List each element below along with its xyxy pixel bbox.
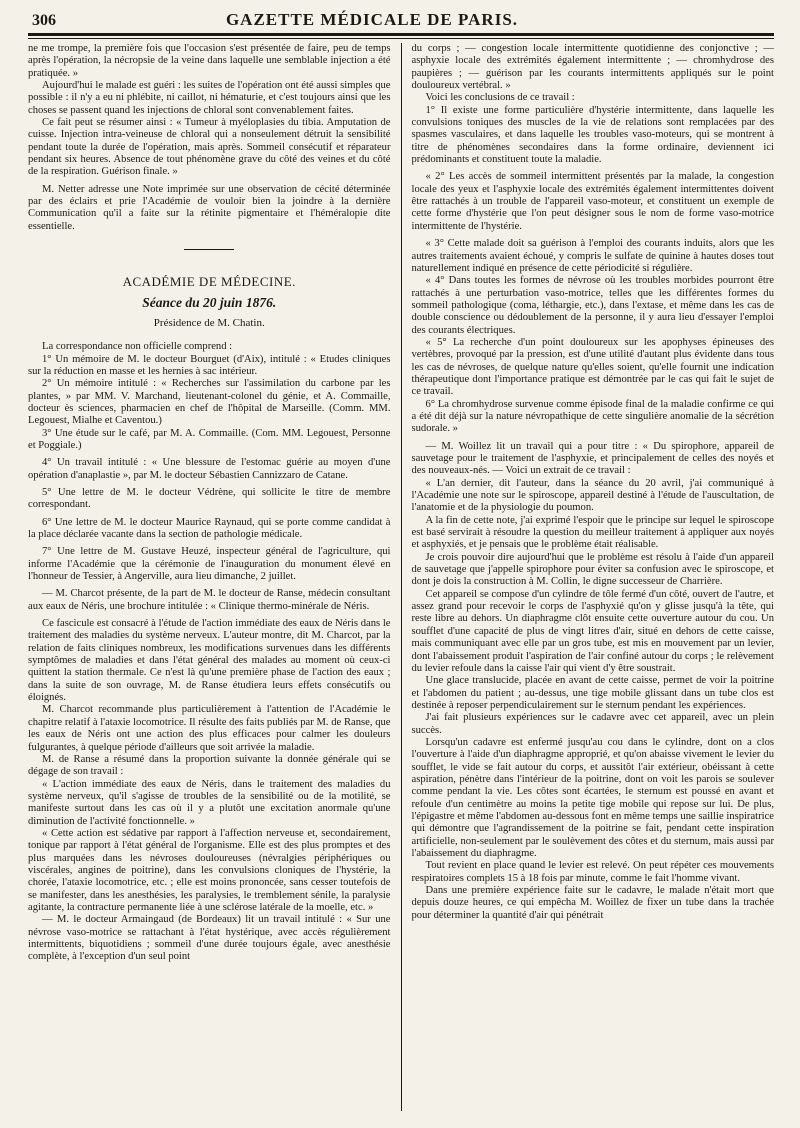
section-title: ACADÉMIE DE MÉDECINE. bbox=[122, 274, 296, 290]
list-item: « 4° Dans toutes les formes de névrose où les troubles morbides pourront être rattachés à une perturbation vaso-motrice, telles que les différentes formes du sommeil pathologique (coma, léthargie, etc.), dans l'extase, et même dans les cas de double conscience ou dédoublement de la personne, il y aura lieu d'essayer l'emploi des courants électriques. bbox=[411, 275, 774, 336]
paragraph: — M. Woillez lit un travail qui a pour titre : « Du spirophore, appareil de sauvetage pour le traitement de l'asphyxie, et principalement de celles des noyés et des nouveaux-nés. — Voici un extrait de ce travail : bbox=[411, 440, 774, 477]
journal-title: GAZETTE MÉDICALE DE PARIS. bbox=[225, 10, 519, 29]
paragraph: ne me trompe, la première fois que l'occasion s'est présentée de faire, peu de temps après l'opération, la nécropsie de la veine dans laquelle une semblable injection a été pratiquée. » bbox=[28, 43, 391, 79]
list-item: 4° Un travail intitulé : « Une blessure de l'estomac guérie au moyen d'une opération d'anaplastie », par M. le docteur Sébastien Cannizzaro de Catane. bbox=[28, 457, 391, 481]
list-item: 7° Une lettre de M. Gustave Heuzé, inspecteur général de l'agriculture, qui informe l'Académie que la cérémonie de l'inauguration du monument élevé en l'honneur de Tessier, à Angerville, aura lieu dimanche, 2 juillet. bbox=[28, 546, 391, 583]
paragraph: Ce fascicule est consacré à l'étude de l'action immédiate des eaux de Néris dans le traitement des maladies du système nerveux. L'auteur montre, dit M. Charcot, par la relation de faits cliniques nombreux, les modifications survenues dans les différents symptômes de maladies et dans l'état général des malades au moment où ceux-ci quittent la station thermale. Ce n'est là qu'une première phase de l'action des eaux ; dans la suite de son ouvrage, M. de Ranse étudiera leurs effets consécutifs ou éloignés. bbox=[28, 618, 391, 704]
quote: « Cette action est sédative par rapport à l'affection nerveuse et, secondairement, tonique par rapport à l'état général de l'organisme. Elle est des plus promptes et des plus marquées dans les névroses douloureuses (névralgies périphériques ou viscérales, angines de poitrine), dans les convulsions cloniques de l'hystérie, la chorée, l'ataxie locomotrice, etc. ; elle est moins prononcée, sans cesser toutefois de se manifester, dans les anesthésies, les paralysies, le tremblement sénile, la paralysie agitante, la contracture permanente liée à une sclérose latérale de la moelle, etc. » bbox=[28, 827, 391, 913]
paragraph: La correspondance non officielle comprend : bbox=[42, 341, 233, 353]
text-columns bbox=[28, 43, 774, 1111]
paragraph: Aujourd'hui le malade est guéri : les suites de l'opération ont été aussi simples que possible : il n'y a eu ni phlébite, ni caillot, ni hématurie, et c'est toujours ainsi que les choses se passent quand les injections de chloral sont convenablement faites. bbox=[28, 80, 391, 116]
paragraph: A la fin de cette note, j'ai exprimé l'espoir que le principe sur lequel le spiroscope est basé servirait à résoudre la question du meilleur traitement à appliquer aux noyés et asphyxiés, et je pensais que le problème était réalisable. bbox=[411, 514, 774, 551]
list-item: 1° Un mémoire de M. le docteur Bourguet (d'Aix), intitulé : « Etudes cliniques sur la réduction en masse et les hernies à sac intérieur. bbox=[28, 353, 391, 377]
list-item: « 3° Cette malade doit sa guérison à l'emploi des courants induits, alors que les autres traitements avaient échoué, y compris le sulfate de quinine à hautes doses tout naturellement indiqué en présence de cette périodicité si régulière. bbox=[411, 238, 774, 274]
presidency-line: Présidence de M. Chatin. bbox=[153, 316, 265, 329]
paragraph: — M. Charcot présente, de la part de M. le docteur de Ranse, médecin consultant aux eaux de Néris, une brochure intitulée : « Clinique thermo-minérale de Néris. bbox=[28, 588, 391, 612]
paragraph: Tout revient en place quand le levier est relevé. On peut répéter ces mouvements respiratoires complets 15 à 18 fois par minute, comme le fait l'homme vivant. bbox=[411, 860, 774, 884]
paragraph: Dans une première expérience faite sur le cadavre, le malade n'était mort que depuis douze heures, ce qui empêcha M. Woillez de fixer un tube dans la trachée pour déterminer la quantité d'air qui pénétrait bbox=[411, 885, 774, 921]
paragraph: J'ai fait plusieurs expériences sur le cadavre avec cet appareil, avec un plein succès. bbox=[411, 712, 774, 736]
paragraph: « L'an dernier, dit l'auteur, dans la séance du 20 avril, j'ai communiqué à l'Académie une note sur le spiroscope, appareil destiné à l'étude de l'auscultation, de l'anatomie et de la physiologie du poumon. bbox=[411, 477, 774, 514]
list-item: « 5° La recherche d'un point douloureux sur les apophyses épineuses des vertèbres, provoqué par la pression, est d'une utilité d'autant plus évidente dans tous les cas de névroses, de quelque nature qu'elles soient, qu'elle fournit une indication thérapeutique dont l'importance pratique est démontrée par le cas qui fait le sujet de ce travail. bbox=[411, 336, 774, 398]
session-title: Séance du 20 juin 1876. bbox=[142, 294, 277, 310]
list-item: 2° Un mémoire intitulé : « Recherches sur l'assimilation du carbone par les plantes, » par MM. V. Marchand, lieutenant-colonel du génie, et A. Commaille, docteur ès sciences, pharmacien en chef de l'hôpital de Marseille. (Comm. MM. Legouest, Mialhe et Caventou.) bbox=[28, 378, 391, 427]
list-item: « 2° Les accès de sommeil intermittent présentés par la malade, la congestion locale des yeux et l'asphyxie locale des extrémités également intermittentes doivent être rattachés à un trouble de l'appareil vaso-moteur, et constituent un exemple de cette forme d'hystérie que l'on peut désigner sous le nom de forme vaso-motrice intermittente de l'hystérie. bbox=[411, 171, 774, 232]
divider bbox=[184, 249, 234, 250]
paragraph: du corps ; — congestion locale intermittente quotidienne des conjonctive ; — asphyxie locale des extrémités également intermittente ; — chromhydrose des paupières ; — guérison par les courants intermittents appliqués sur le point douloureux vertébral. » bbox=[411, 43, 774, 92]
paragraph: M. de Ranse a résumé dans la proportion suivante la donnée générale qui se dégage de son travail : bbox=[28, 753, 391, 778]
paragraph: Voici les conclusions de ce travail : bbox=[425, 92, 575, 104]
paragraph: M. Netter adresse une Note imprimée sur une observation de cécité déterminée par des éclairs et prie l'Académie de vouloir bien la joindre à la dernière Communication qu'il a faite sur la rétinite pigmentaire et l'héméralopie dite essentielle. bbox=[28, 183, 391, 232]
list-item: 3° Une étude sur le café, par M. A. Commaille. (Com. MM. Legouest, Personne et Poggiale.) bbox=[28, 427, 391, 451]
list-item: 6° La chromhydrose survenue comme épisode final de la maladie confirme ce qui a été dit déjà sur la nature névropathique de cette singulière anomalie de la sécrétion sudorale. » bbox=[411, 398, 774, 435]
paragraph: Je crois pouvoir dire aujourd'hui que le problème est résolu à l'aide d'un appareil de sauvetage que j'appelle spirophore pour éviter sa confusion avec le spiroscope, et dont je dois la construction à M. Collin, le digne successeur de Charrière. bbox=[411, 551, 774, 588]
paragraph: Ce fait peut se résumer ainsi : « Tumeur à myéloplasies du tibia. Amputation de cuisse. Injection intra-veineuse de chloral qui a nonseulement détruit la sensibilité pendant toute la durée de l'opération, mais après. Sommeil consécutif et réparateur pendant six heures. Absence de tout phénomène grave du côté des veines et du côté de la respiration. Guérison finale. » bbox=[28, 117, 391, 178]
page-header bbox=[28, 10, 774, 33]
list-item: 1° Il existe une forme particulière d'hystérie intermittente, dans laquelle les convulsions toniques des muscles de la vie de relations sont remplacées par des spasmes vasculaires, et dans laquelle les troubles vaso-moteurs, qui se montrent à titre de phénomènes secondaires dans la forme ordinaire, deviennent ici prédominants et constituent toute la maladie. bbox=[411, 104, 774, 166]
header-rule bbox=[28, 33, 774, 36]
paragraph: Cet appareil se compose d'un cylindre de tôle fermé d'un côté, ouvert de l'autre, et assez grand pour recevoir le corps de l'asphyxié qu'on y glisse jusqu'à la tête, qui reste libre au dehors. Un diaphragme clôt ensuite cette ouverture autour du cou. Un soufflet d'une capacité de plus de vingt litres d'air, situé en dehors de cette caisse, mais communiquant avec elle par un gros tube, est mis en mouvement par un levier, dont l'abaissement produit l'aspiration de l'air confiné autour du corps ; le relèvement du levier refoule dans la caisse l'air qui vient d'y être soustrait. bbox=[411, 588, 774, 674]
paragraph: — M. le docteur Armaingaud (de Bordeaux) lit un travail intitulé : « Sur une névrose vaso-motrice se rattachant à l'état hystérique, avec accès régulièrement intermittents, biquotidiens ; sommeil d'une durée toujours égale, avec anesthésie complète, à l'exception d'un seul point bbox=[28, 914, 391, 963]
paragraph: M. Charcot recommande plus particulièrement à l'attention de l'Académie le chapitre relatif à l'ataxie locomotrice. Il résulte des faits publiés par M. de Ranse, que les eaux de Néris ont une action des plus efficaces pour calmer les douleurs fulgurantes, à quelque période d'ailleurs que soit arrivée la maladie. bbox=[28, 704, 391, 753]
left-column bbox=[28, 43, 401, 1111]
header-rule-thin bbox=[28, 38, 774, 39]
list-item: 6° Une lettre de M. le docteur Maurice Raynaud, qui se porte comme candidat à la place déclarée vacante dans la section de pathologie médicale. bbox=[28, 516, 391, 540]
quote: « L'action immédiate des eaux de Néris, dans le traitement des maladies du système nerveux, qu'il s'agisse de troubles de la sensibilité ou de la motilité, se manifeste surtout dans les cas où il y a plutôt une excitation anormale qu'une diminution de l'activité fonctionnelle. » bbox=[28, 778, 391, 827]
list-item: 5° Une lettre de M. le docteur Védrène, qui sollicite le titre de membre correspondant. bbox=[28, 486, 391, 511]
paragraph: Une glace translucide, placée en avant de cette caisse, permet de voir la poitrine et l'abdomen du patient ; au-dessus, une tige mobile glissant dans un tube clos est destinée à reposer perpendiculairement sur le sternum pendant les expériences. bbox=[411, 675, 774, 711]
page-number: 306 bbox=[32, 12, 56, 29]
right-column bbox=[401, 43, 775, 1111]
paragraph: Lorsqu'un cadavre est enfermé jusqu'au cou dans le cylindre, dont on a clos l'ouverture à l'aide d'un diaphragme approprié, et qu'on abaisse vivement le levier du soufflet, le vide se fait autour du corps, et aussitôt l'air extérieur, obéissant à cette aspiration, pénètre dans l'intérieur de la poitrine, dont on voit les parois se soulever comme pendant la vie. Les côtes sont écartées, le sternum est poussé en avant et refoule d'un centimètre au moins la petite tige mobile qui repose sur lui. De plus, l'épigastre et même l'abdomen au-dessous font en même temps une saillie inspiratrice qui démontre que l'agrandissement de la poitrine se fait, pendant cette inspiration artificielle, non-seulement par le soulèvement des côtes et du sternum, mais aussi par l'abaissement du diaphragme. bbox=[411, 736, 774, 859]
